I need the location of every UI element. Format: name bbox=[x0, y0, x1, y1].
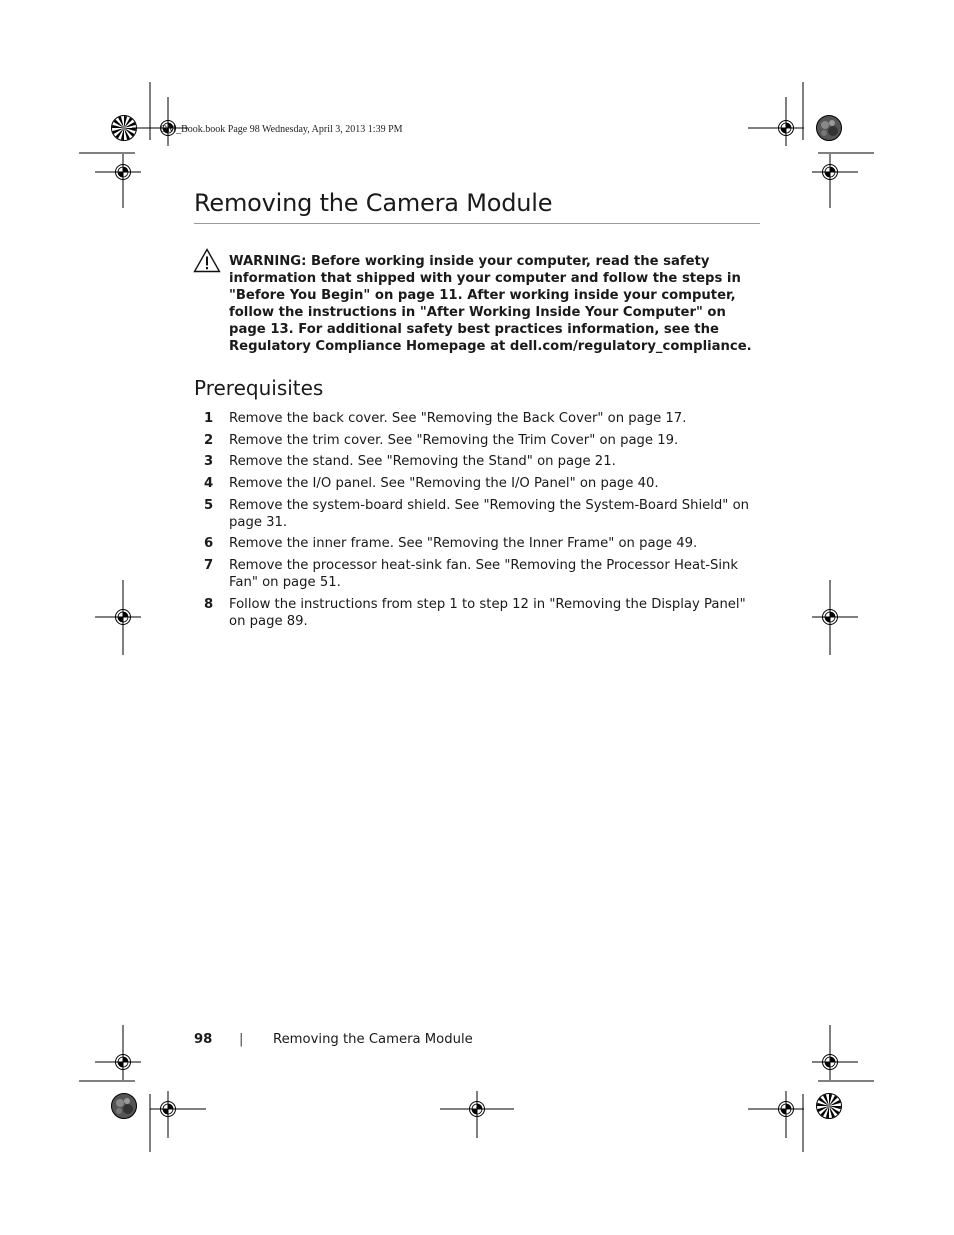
step-text: Remove the processor heat-sink fan. See "Removing the Processor Heat-Sink Fan" on page 51. bbox=[229, 558, 739, 591]
step-number: 2 bbox=[204, 432, 214, 448]
warning-text: WARNING: Before working inside your computer, read the safety information that shipped with your computer and follow the steps in "Before You Begin" on page 11. After working inside your computer, follow the instructions in "After Working Inside Your Computer" on page 13. For additional safety best practices information, see the Regulatory Compliance Homepage at dell.com/regulatory_compliance. bbox=[229, 254, 752, 354]
step-number: 7 bbox=[204, 558, 214, 574]
step-text: Follow the instructions from step 1 to step 12 in "Removing the Display Panel" on page 89. bbox=[229, 596, 746, 629]
list-item bbox=[204, 557, 764, 591]
step-number: 4 bbox=[204, 476, 214, 492]
step-text: Remove the system-board shield. See "Removing the System-Board Shield" on page 31. bbox=[229, 497, 749, 530]
list-item bbox=[204, 497, 764, 531]
step-number: 1 bbox=[204, 411, 214, 426]
step-number: 8 bbox=[204, 596, 214, 612]
footer-section-title: Removing the Camera Module bbox=[273, 1032, 473, 1047]
page-number: 98 bbox=[194, 1032, 213, 1047]
warning-triangle-icon bbox=[193, 248, 221, 273]
print-slug: OM_Book.book Page 98 Wednesday, April 3, 2013 1:39 PM bbox=[160, 124, 403, 135]
step-number: 6 bbox=[204, 536, 214, 552]
list-item bbox=[204, 410, 764, 427]
prerequisites-list bbox=[204, 410, 764, 635]
list-item bbox=[204, 475, 764, 492]
step-text: Remove the stand. See "Removing the Stand" on page 21. bbox=[229, 454, 616, 470]
list-item bbox=[204, 453, 764, 470]
step-number: 5 bbox=[204, 497, 214, 513]
title-rule bbox=[194, 223, 760, 224]
footer-separator: | bbox=[239, 1032, 244, 1047]
step-text: Remove the trim cover. See "Removing the Trim Cover" on page 19. bbox=[229, 432, 679, 448]
page-title: Removing the Camera Module bbox=[194, 189, 553, 217]
list-item bbox=[204, 535, 764, 552]
step-text: Remove the back cover. See "Removing the Back Cover" on page 17. bbox=[229, 411, 687, 426]
list-item bbox=[204, 432, 764, 449]
step-text: Remove the inner frame. See "Removing the Inner Frame" on page 49. bbox=[229, 536, 698, 552]
prerequisites-heading: Prerequisites bbox=[194, 376, 324, 400]
step-text: Remove the I/O panel. See "Removing the I/O Panel" on page 40. bbox=[229, 476, 659, 492]
step-number: 3 bbox=[204, 454, 214, 470]
list-item bbox=[204, 596, 764, 630]
